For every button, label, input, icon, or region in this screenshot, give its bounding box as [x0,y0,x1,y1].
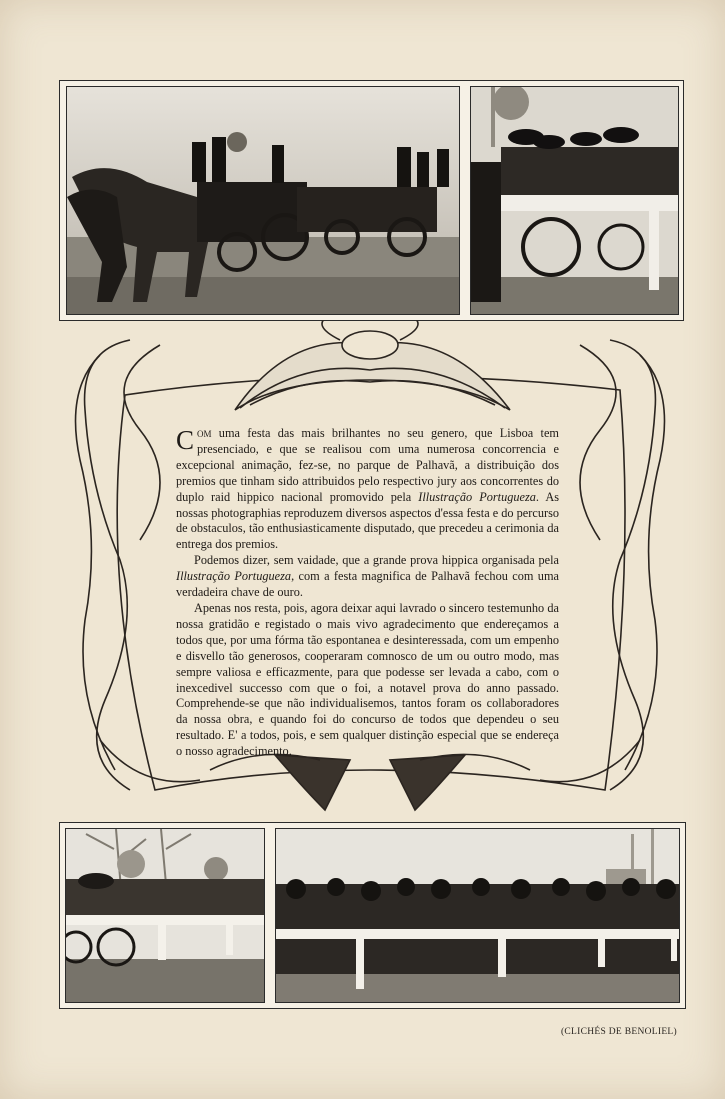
publication-name: Illustração Portugueza [418,489,536,504]
photo-carriages-horses [66,86,460,315]
photo-crowd-fence [275,828,680,1003]
paragraph-2-text: Podemos dizer, sem vaidade, que a grande prova hippica organisada pela [194,553,559,568]
article-paragraph-1 [176,426,559,553]
paragraph-2-end: , com a festa magnifica de Palhavã fechou com uma verdadeira chave de ouro. [176,569,559,600]
paragraph-1-text: uma festa das mais brilhantes no seu genero, que Lisboa tem presenciado, e que se realisou com uma numerosa concorrencia e excepcional animação, fez-se, no parque de Palhavã, a distribuição dos premios que tinham sido attribuidos pelo respectivo jury aos concorrentes do duplo raid hippico nacional promovido pela [176,426,559,504]
article-paragraph-2 [176,553,559,601]
article-text [176,426,559,760]
paragraph-1-end: . As nossas photographias reproduzem diversos aspectos d'essa festa e do percurso de obstaculos, tão enthusiasticamente disputado, que precedeu a cerimonia da entrega dos premios. [176,489,559,552]
photo-carriage-fence [65,828,265,1003]
publication-name-2: Illustração Portugueza [176,569,292,584]
first-word-rest: om [197,426,212,440]
drop-cap: C [176,425,195,455]
article-paragraph-3: Apenas nos resta, pois, agora deixar aqui lavrado o sincero testemunho da nossa gratidão e registado o mais vivo agradecimento que endereçamos a todos que, por uma fórma tão espontanea e desinteressada, com um empenho e disvello tão generosos, cooperaram comnosco de um ou outro modo, mas sempre valiosa e efficazmente, para que podesse ser levada a cabo, com o inexcedivel successo com que o foi, a notavel prova do anno passado. Comprehende-se que não individualisemos, tantos foram os collaboradores da nossa obra, e quando foi do concurso de todos que dependeu o seu resultado. E' a todos, pois, e sem qualquer distinção especial que se endereça o nosso agradecimento. [176,600,559,759]
photo-ladies-carriage [470,86,679,315]
photo-credit: (CLICHÉS DE BENOLIEL) [560,1027,677,1037]
